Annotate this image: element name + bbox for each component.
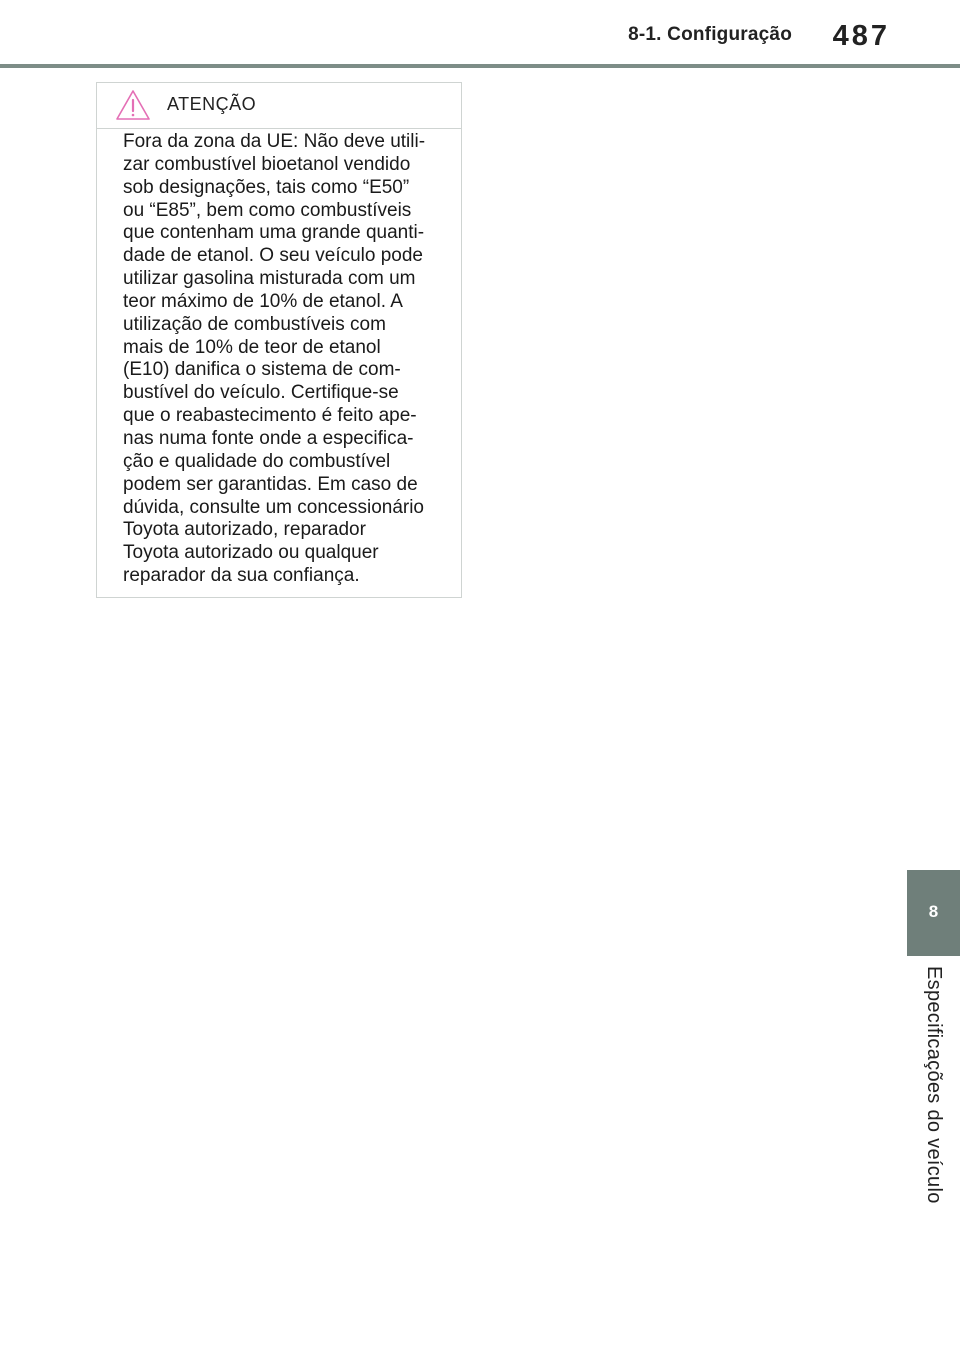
chapter-number: 8 — [928, 902, 939, 921]
warning-text-line: nas numa fonte onde a especifica- — [123, 427, 414, 449]
warning-text-line: (E10) danifica o sistema de com- — [123, 359, 401, 381]
chapter-label-container — [907, 966, 960, 1220]
warning-text-line: reparador da sua confiança. — [123, 565, 360, 587]
warning-text-line: utilizar gasolina misturada com um — [123, 268, 416, 290]
warning-text-line: bustível do veículo. Certifique-se — [123, 382, 399, 404]
warning-text-line: dade de etanol. O seu veículo pode — [123, 245, 424, 267]
warning-header — [97, 83, 461, 129]
warning-text-line: ou “E85”, bem como combustíveis — [123, 199, 412, 221]
warning-box — [96, 82, 462, 598]
warning-title: ATENÇÃO — [167, 94, 257, 114]
warning-text-line: ção e qualidade do combustível — [123, 450, 391, 472]
warning-text-line: Toyota autorizado, reparador — [123, 519, 366, 541]
warning-text-line: zar combustível bioetanol vendido — [123, 153, 411, 175]
section-title: 8-1. Configuração — [628, 24, 792, 45]
chapter-tab — [907, 870, 960, 956]
chapter-label: Especificações do veículo — [923, 966, 945, 1204]
warning-text-line: utilização de combustíveis com — [123, 313, 386, 335]
warning-text-line: que o reabastecimento é feito ape- — [123, 405, 417, 427]
warning-text-line: que contenham uma grande quanti- — [123, 222, 425, 244]
warning-text-line: mais de 10% de teor de etanol — [123, 336, 381, 358]
header-divider — [0, 64, 960, 68]
warning-text-line: teor máximo de 10% de etanol. A — [123, 290, 403, 312]
warning-text-line: Fora da zona da UE: Não deve utili- — [123, 131, 426, 152]
warning-text-line: dúvida, consulte um concessionário — [123, 496, 425, 518]
warning-body — [123, 128, 453, 588]
warning-text-line: sob designações, tais como “E50” — [123, 176, 410, 198]
warning-text-line: podem ser garantidas. Em caso de — [123, 473, 418, 495]
page-number: 487 — [832, 20, 890, 52]
warning-triangle-icon — [115, 89, 151, 121]
warning-text-line: Toyota autorizado ou qualquer — [123, 542, 379, 564]
